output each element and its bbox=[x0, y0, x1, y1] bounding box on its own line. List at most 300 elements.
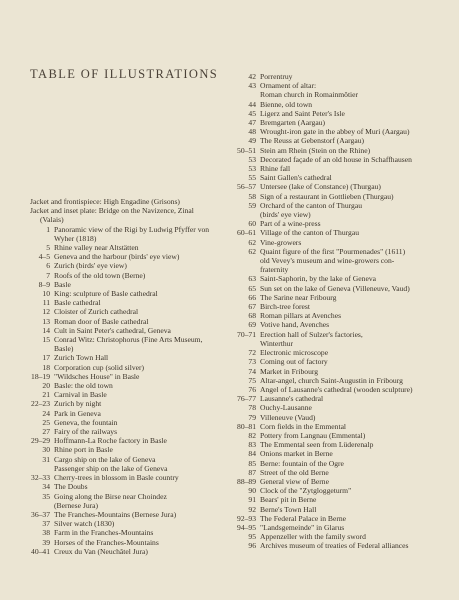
illustration-page-number: 74 bbox=[248, 366, 256, 376]
illustration-page-number: 66 bbox=[248, 292, 256, 302]
illustration-entry bbox=[231, 523, 453, 532]
illustration-caption bbox=[50, 289, 220, 298]
right-column bbox=[231, 72, 453, 551]
illustration-entry bbox=[231, 413, 453, 422]
illustration-page-number: 53 bbox=[248, 154, 256, 164]
illustration-page-number: 68 bbox=[248, 311, 256, 321]
illustration-caption bbox=[50, 353, 220, 362]
caption-line: Roman door of Basle cathedral bbox=[54, 316, 149, 326]
caption-line: Creux du Van (Neuchâtel Jura) bbox=[54, 546, 148, 556]
illustration-page-number: 27 bbox=[42, 427, 50, 437]
illustration-caption bbox=[256, 109, 453, 118]
illustration-caption bbox=[256, 100, 453, 109]
caption-line: Village of the canton of Thurgau bbox=[260, 228, 360, 238]
caption-line: Cloister of Zurich cathedral bbox=[54, 307, 139, 317]
caption-line: Sign of a restaurant in Gottlieben (Thurgau) bbox=[260, 191, 394, 201]
illustration-entry bbox=[231, 468, 453, 477]
illustration-caption bbox=[256, 293, 453, 302]
caption-line: Angel of Lausanne's cathedral (wooden sculpture) bbox=[260, 384, 413, 394]
illustration-caption bbox=[50, 243, 220, 252]
illustration-entry bbox=[231, 247, 453, 275]
illustration-entry bbox=[231, 72, 453, 81]
illustration-caption bbox=[50, 445, 220, 454]
illustration-caption bbox=[256, 118, 453, 127]
illustration-caption bbox=[50, 271, 220, 280]
illustration-page-number: 59 bbox=[248, 200, 256, 210]
illustration-page-number: 43 bbox=[248, 81, 256, 91]
illustration-entry bbox=[30, 538, 220, 547]
illustration-caption bbox=[256, 192, 453, 201]
caption-line: Geneva, the fountain bbox=[54, 417, 118, 427]
illustration-caption bbox=[50, 252, 220, 261]
illustration-caption bbox=[256, 394, 453, 403]
caption-line: Part of a wine-press bbox=[260, 219, 321, 229]
illustration-entry bbox=[30, 252, 220, 261]
caption-line: Birch-tree forest bbox=[260, 302, 310, 312]
illustration-page-number: 40–41 bbox=[31, 546, 50, 556]
illustration-page-number: 76 bbox=[248, 384, 256, 394]
illustration-entry bbox=[30, 547, 220, 556]
illustration-entry bbox=[231, 357, 453, 366]
left-column bbox=[30, 197, 220, 556]
caption-line: Sun set on the lake of Geneva (Villeneuve, Vaud) bbox=[260, 283, 410, 293]
illustration-entry bbox=[231, 109, 453, 118]
illustration-page-number: 83 bbox=[248, 440, 256, 450]
illustration-page-number: 48 bbox=[248, 127, 256, 137]
illustration-page-number: 10 bbox=[42, 289, 50, 299]
illustration-page-number: 70–71 bbox=[237, 329, 256, 339]
illustration-caption bbox=[50, 280, 220, 289]
illustration-caption bbox=[256, 422, 453, 431]
caption-line: Panoramic view of the Rigi by Ludwig Pfyffer von bbox=[54, 224, 210, 234]
illustration-entry bbox=[231, 505, 453, 514]
illustration-entry bbox=[231, 385, 453, 394]
illustration-entry bbox=[231, 192, 453, 201]
illustration-caption bbox=[50, 372, 220, 381]
caption-line: "Landsgemeinde" in Glarus bbox=[260, 522, 345, 532]
caption-line: Corporation cup (solid silver) bbox=[54, 362, 145, 372]
illustration-page-number: 8–9 bbox=[38, 279, 50, 289]
caption-line: Winterthur bbox=[260, 338, 294, 348]
caption-line: Hoffmann-La Roche factory in Basle bbox=[54, 436, 167, 446]
caption-line: Appenzeller with the family sword bbox=[260, 532, 366, 542]
illustration-entry bbox=[231, 459, 453, 468]
caption-line: Park in Geneva bbox=[54, 408, 101, 418]
caption-line: Farm in the Franches-Mountains bbox=[54, 528, 154, 538]
illustration-entry bbox=[231, 173, 453, 182]
illustration-caption bbox=[50, 381, 220, 390]
caption-line: Berne: fountain of the Ogre bbox=[260, 458, 344, 468]
caption-line: Rhine port in Basle bbox=[54, 445, 113, 455]
illustration-page-number: 11 bbox=[42, 298, 50, 308]
illustration-caption bbox=[50, 510, 220, 519]
illustration-entry bbox=[231, 127, 453, 136]
caption-line: Stein am Rhein (Stein on the Rhine) bbox=[260, 145, 371, 155]
caption-line: Saint-Saphorin, by the lake of Geneva bbox=[260, 274, 376, 284]
illustration-page-number: 6 bbox=[46, 261, 50, 271]
illustration-page-number: 84 bbox=[248, 449, 256, 459]
illustration-entry bbox=[231, 320, 453, 329]
illustration-caption bbox=[256, 127, 453, 136]
caption-line: Pottery from Langnau (Emmental) bbox=[260, 430, 366, 440]
illustration-entry bbox=[231, 274, 453, 283]
illustration-entry bbox=[30, 528, 220, 537]
illustration-page-number: 62 bbox=[248, 246, 256, 256]
illustration-caption bbox=[256, 403, 453, 412]
illustration-entry bbox=[231, 394, 453, 403]
caption-line: Cult in Saint Peter's cathedral, Geneva bbox=[54, 325, 171, 335]
illustration-caption bbox=[256, 302, 453, 311]
illustration-page-number: 69 bbox=[248, 320, 256, 330]
illustration-entry bbox=[30, 510, 220, 519]
illustration-caption bbox=[256, 219, 453, 228]
illustration-caption bbox=[256, 247, 453, 275]
caption-line: Lausanne's cathedral bbox=[260, 394, 324, 404]
illustration-page-number: 17 bbox=[42, 353, 50, 363]
illustration-entry bbox=[30, 280, 220, 289]
illustration-entry bbox=[231, 302, 453, 311]
illustration-page-number: 31 bbox=[42, 454, 50, 464]
illustration-page-number: 25 bbox=[42, 417, 50, 427]
caption-line: Street of the old Berne bbox=[260, 467, 329, 477]
illustration-caption bbox=[50, 418, 220, 427]
illustration-entry bbox=[30, 519, 220, 528]
caption-line: Horses of the Franches-Mountains bbox=[54, 537, 159, 547]
illustration-page-number: 96 bbox=[248, 541, 256, 551]
illustration-caption bbox=[50, 482, 220, 491]
illustration-caption bbox=[256, 514, 453, 523]
illustration-entry bbox=[231, 330, 453, 348]
illustration-caption bbox=[256, 320, 453, 329]
caption-line: Roofs of the old town (Berne) bbox=[54, 270, 146, 280]
caption-line: Orchard of the canton of Thurgau bbox=[260, 200, 362, 210]
illustration-entry bbox=[231, 477, 453, 486]
illustration-entry bbox=[30, 243, 220, 252]
illustration-entry bbox=[231, 238, 453, 247]
illustration-page-number: 18 bbox=[42, 362, 50, 372]
illustration-caption bbox=[50, 225, 220, 243]
caption-line: Bears' pit in Berne bbox=[260, 495, 317, 505]
caption-line: Market in Fribourg bbox=[260, 366, 319, 376]
illustration-caption bbox=[256, 81, 453, 99]
caption-line: Fairy of the railways bbox=[54, 427, 118, 437]
illustration-caption bbox=[256, 146, 453, 155]
illustration-caption bbox=[256, 385, 453, 394]
caption-line: Passenger ship on the lake of Geneva bbox=[54, 463, 168, 473]
illustration-page-number: 36–37 bbox=[31, 509, 50, 519]
illustration-page-number: 20 bbox=[42, 381, 50, 391]
illustration-caption bbox=[50, 455, 220, 473]
illustration-entry bbox=[30, 271, 220, 280]
illustration-entry bbox=[231, 182, 453, 191]
illustration-entry bbox=[231, 219, 453, 228]
illustration-entry bbox=[231, 376, 453, 385]
illustration-entry bbox=[231, 311, 453, 320]
right-entry-list bbox=[231, 72, 453, 551]
illustration-entry bbox=[231, 486, 453, 495]
jacket-note-line: (Valais) bbox=[40, 215, 64, 225]
illustration-page-number: 63 bbox=[248, 274, 256, 284]
caption-line: Saint Gallen's cathedral bbox=[260, 173, 332, 183]
caption-line: Geneva and the harbour (birds' eye view) bbox=[54, 252, 180, 262]
illustration-page-number: 79 bbox=[248, 412, 256, 422]
illustration-caption bbox=[256, 228, 453, 237]
illustration-caption bbox=[256, 495, 453, 504]
caption-line: Silver watch (1830) bbox=[54, 519, 115, 529]
illustration-entry bbox=[30, 445, 220, 454]
illustration-entry bbox=[231, 532, 453, 541]
illustration-page-number: 32–33 bbox=[31, 473, 50, 483]
illustration-entry bbox=[30, 399, 220, 408]
illustration-page-number: 24 bbox=[42, 408, 50, 418]
caption-line: Decorated façade of an old house in Schaffhausen bbox=[260, 154, 412, 164]
illustration-caption bbox=[50, 335, 220, 353]
caption-line: Corn fields in the Emmental bbox=[260, 421, 347, 431]
illustration-caption bbox=[256, 541, 453, 550]
illustration-page-number: 85 bbox=[248, 458, 256, 468]
illustration-caption bbox=[256, 367, 453, 376]
illustration-page-number: 12 bbox=[42, 307, 50, 317]
left-entry-list bbox=[30, 225, 220, 556]
illustration-page-number: 53 bbox=[248, 164, 256, 174]
illustration-entry bbox=[231, 228, 453, 237]
illustration-page-number: 50–51 bbox=[237, 145, 256, 155]
illustration-entry bbox=[231, 348, 453, 357]
illustration-entry bbox=[231, 164, 453, 173]
illustration-caption bbox=[50, 436, 220, 445]
caption-line: (birds' eye view) bbox=[260, 210, 311, 220]
illustration-page-number: 91 bbox=[248, 495, 256, 505]
illustration-page-number: 5 bbox=[46, 243, 50, 253]
illustration-caption bbox=[50, 307, 220, 316]
illustration-entry bbox=[231, 118, 453, 127]
illustration-caption bbox=[50, 326, 220, 335]
caption-line: The Emmental seen from Lüderenalp bbox=[260, 440, 374, 450]
caption-line: Bremgarten (Aargau) bbox=[260, 118, 326, 128]
illustration-caption bbox=[256, 311, 453, 320]
caption-line: Coming out of factory bbox=[260, 357, 328, 367]
illustration-caption bbox=[256, 440, 453, 449]
caption-line: Porrentruy bbox=[260, 72, 293, 81]
illustration-entry bbox=[231, 146, 453, 155]
caption-line: Cargo ship on the lake of Geneva bbox=[54, 454, 156, 464]
illustration-page-number: 92 bbox=[248, 504, 256, 514]
caption-line: Cherry-trees in blossom in Basle country bbox=[54, 473, 179, 483]
illustration-entry bbox=[30, 455, 220, 473]
illustration-entry bbox=[30, 317, 220, 326]
illustration-caption bbox=[256, 431, 453, 440]
illustration-entry bbox=[231, 440, 453, 449]
illustration-page-number: 7 bbox=[46, 270, 50, 280]
illustration-entry bbox=[30, 409, 220, 418]
illustration-caption bbox=[50, 528, 220, 537]
caption-line: Archives museum of treaties of Federal alliances bbox=[260, 541, 409, 551]
illustration-page-number: 65 bbox=[248, 283, 256, 293]
illustration-page-number: 58 bbox=[248, 191, 256, 201]
illustration-entry bbox=[30, 418, 220, 427]
caption-line: Going along the Birse near Choindez bbox=[54, 491, 167, 501]
illustration-entry bbox=[231, 422, 453, 431]
illustration-caption bbox=[256, 201, 453, 219]
caption-line: Untersee (lake of Constance) (Thurgau) bbox=[260, 182, 381, 192]
caption-line: The Sarine near Fribourg bbox=[260, 292, 337, 302]
illustration-caption bbox=[256, 72, 453, 81]
illustration-entry bbox=[231, 367, 453, 376]
caption-line: Electronic microscope bbox=[260, 348, 329, 358]
illustration-entry bbox=[231, 155, 453, 164]
illustration-caption bbox=[50, 390, 220, 399]
illustration-caption bbox=[50, 399, 220, 408]
illustration-entry bbox=[30, 335, 220, 353]
illustration-entry bbox=[231, 495, 453, 504]
illustration-page-number: 73 bbox=[248, 357, 256, 367]
illustration-entry bbox=[231, 403, 453, 412]
illustration-caption bbox=[50, 538, 220, 547]
caption-line: Roman pillars at Avenches bbox=[260, 311, 342, 321]
caption-line: Zurich Town Hall bbox=[54, 353, 109, 363]
illustration-caption bbox=[50, 427, 220, 436]
illustration-page-number: 82 bbox=[248, 430, 256, 440]
illustration-caption bbox=[256, 155, 453, 164]
illustration-page-number: 45 bbox=[248, 108, 256, 118]
illustration-caption bbox=[256, 284, 453, 293]
caption-line: Zurich (birds' eye view) bbox=[54, 261, 127, 271]
illustration-entry bbox=[231, 431, 453, 440]
illustration-caption bbox=[50, 409, 220, 418]
illustration-caption bbox=[256, 348, 453, 357]
illustration-entry bbox=[30, 363, 220, 372]
caption-line: Basle cathedral bbox=[54, 298, 101, 308]
illustration-page-number: 49 bbox=[248, 136, 256, 146]
illustration-caption bbox=[256, 376, 453, 385]
illustration-page-number: 44 bbox=[248, 99, 256, 109]
illustration-page-number: 78 bbox=[248, 403, 256, 413]
illustration-page-number: 13 bbox=[42, 316, 50, 326]
illustration-caption bbox=[256, 477, 453, 486]
caption-line: Clock of the "Zytgloggeturm" bbox=[260, 486, 352, 496]
illustration-caption bbox=[256, 330, 453, 348]
illustration-page-number: 56–57 bbox=[237, 182, 256, 192]
illustration-page-number: 60 bbox=[248, 219, 256, 229]
illustration-entry bbox=[30, 372, 220, 381]
illustration-entry bbox=[30, 390, 220, 399]
illustration-caption bbox=[256, 532, 453, 541]
caption-line: Quaint figure of the first "Pourmenades" (1611) bbox=[260, 246, 406, 256]
illustration-page-number: 55 bbox=[248, 173, 256, 183]
caption-line: Zurich by night bbox=[54, 399, 102, 409]
illustration-page-number: 38 bbox=[42, 528, 50, 538]
illustration-entry bbox=[30, 492, 220, 510]
jacket-notes bbox=[30, 197, 220, 225]
illustration-page-number: 87 bbox=[248, 467, 256, 477]
illustration-caption bbox=[50, 298, 220, 307]
illustration-caption bbox=[256, 505, 453, 514]
illustration-entry bbox=[30, 381, 220, 390]
illustration-page-number: 80–81 bbox=[237, 421, 256, 431]
illustration-page-number: 90 bbox=[248, 486, 256, 496]
illustration-page-number: 1 bbox=[46, 224, 50, 234]
caption-line: Rhine valley near Altstätten bbox=[54, 243, 139, 253]
illustration-entry bbox=[30, 326, 220, 335]
illustration-entry bbox=[231, 136, 453, 145]
illustration-entry bbox=[30, 225, 220, 243]
caption-line: Wrought-iron gate in the abbey of Muri (Aargau) bbox=[260, 127, 410, 137]
illustration-page-number: 35 bbox=[42, 491, 50, 501]
illustration-page-number: 21 bbox=[42, 390, 50, 400]
caption-line: The Federal Palace in Berne bbox=[260, 513, 347, 523]
illustration-entry bbox=[231, 100, 453, 109]
jacket-note-line: Jacket and frontispiece: High Engadine (Grisons) bbox=[30, 197, 180, 206]
illustration-caption bbox=[256, 486, 453, 495]
illustration-page-number: 39 bbox=[42, 537, 50, 547]
caption-line: Villeneuve (Vaud) bbox=[260, 412, 316, 422]
caption-line: General view of Berne bbox=[260, 476, 329, 486]
illustration-entry bbox=[30, 436, 220, 445]
illustration-entry bbox=[30, 353, 220, 362]
illustration-caption bbox=[256, 357, 453, 366]
illustration-caption bbox=[256, 468, 453, 477]
illustration-entry bbox=[30, 289, 220, 298]
illustration-entry bbox=[30, 298, 220, 307]
illustration-caption bbox=[50, 492, 220, 510]
illustration-caption bbox=[50, 317, 220, 326]
illustration-entry bbox=[231, 514, 453, 523]
caption-line: Roman church in Romainmôtier bbox=[260, 90, 359, 100]
illustration-page-number: 60–61 bbox=[237, 228, 256, 238]
caption-line: Ligerz and Saint Peter's Isle bbox=[260, 108, 345, 118]
caption-line: Vine-growers bbox=[260, 237, 302, 247]
illustration-entry bbox=[231, 293, 453, 302]
illustration-entry bbox=[30, 307, 220, 316]
illustration-caption bbox=[256, 413, 453, 422]
illustration-entry bbox=[30, 473, 220, 482]
caption-line: Bienne, old town bbox=[260, 99, 313, 109]
illustration-page-number: 15 bbox=[42, 335, 50, 345]
caption-line: "Wildsches House" in Basle bbox=[54, 371, 140, 381]
illustration-caption bbox=[256, 136, 453, 145]
illustration-caption bbox=[256, 523, 453, 532]
illustration-caption bbox=[256, 449, 453, 458]
illustration-caption bbox=[50, 519, 220, 528]
illustration-entry bbox=[231, 449, 453, 458]
illustration-caption bbox=[50, 547, 220, 556]
caption-line: Erection hall of Sulzer's factories, bbox=[260, 329, 363, 339]
page-title: TABLE OF ILLUSTRATIONS bbox=[30, 67, 219, 81]
illustration-entry bbox=[231, 201, 453, 219]
illustration-page-number: 75 bbox=[248, 375, 256, 385]
illustration-page-number: 67 bbox=[248, 302, 256, 312]
illustration-page-number: 47 bbox=[248, 118, 256, 128]
caption-line: The Reuss at Gebenstorf (Aargau) bbox=[260, 136, 365, 146]
illustration-page-number: 92–93 bbox=[237, 513, 256, 523]
caption-line: Carnival in Basle bbox=[54, 390, 107, 400]
caption-line: The Franches-Mountains (Bernese Jura) bbox=[54, 509, 177, 519]
illustration-page-number: 18–19 bbox=[31, 371, 50, 381]
illustration-entry bbox=[231, 541, 453, 550]
caption-line: Votive hand, Avenches bbox=[260, 320, 330, 330]
illustration-page-number: 22–23 bbox=[31, 399, 50, 409]
illustration-caption bbox=[256, 173, 453, 182]
caption-line: King: sculpture of Basle cathedral bbox=[54, 289, 158, 299]
caption-line: Wyher (1818) bbox=[54, 233, 97, 243]
illustration-caption bbox=[256, 274, 453, 283]
illustration-entry bbox=[30, 482, 220, 491]
caption-line: Conrad Witz: Christophorus (Fine Arts Museum, bbox=[54, 335, 203, 345]
jacket-note-line: Jacket and inset plate: Bridge on the Navizence, Zinal bbox=[30, 206, 194, 216]
illustration-caption bbox=[256, 459, 453, 468]
illustration-caption bbox=[50, 473, 220, 482]
caption-line: Basle bbox=[54, 279, 71, 289]
